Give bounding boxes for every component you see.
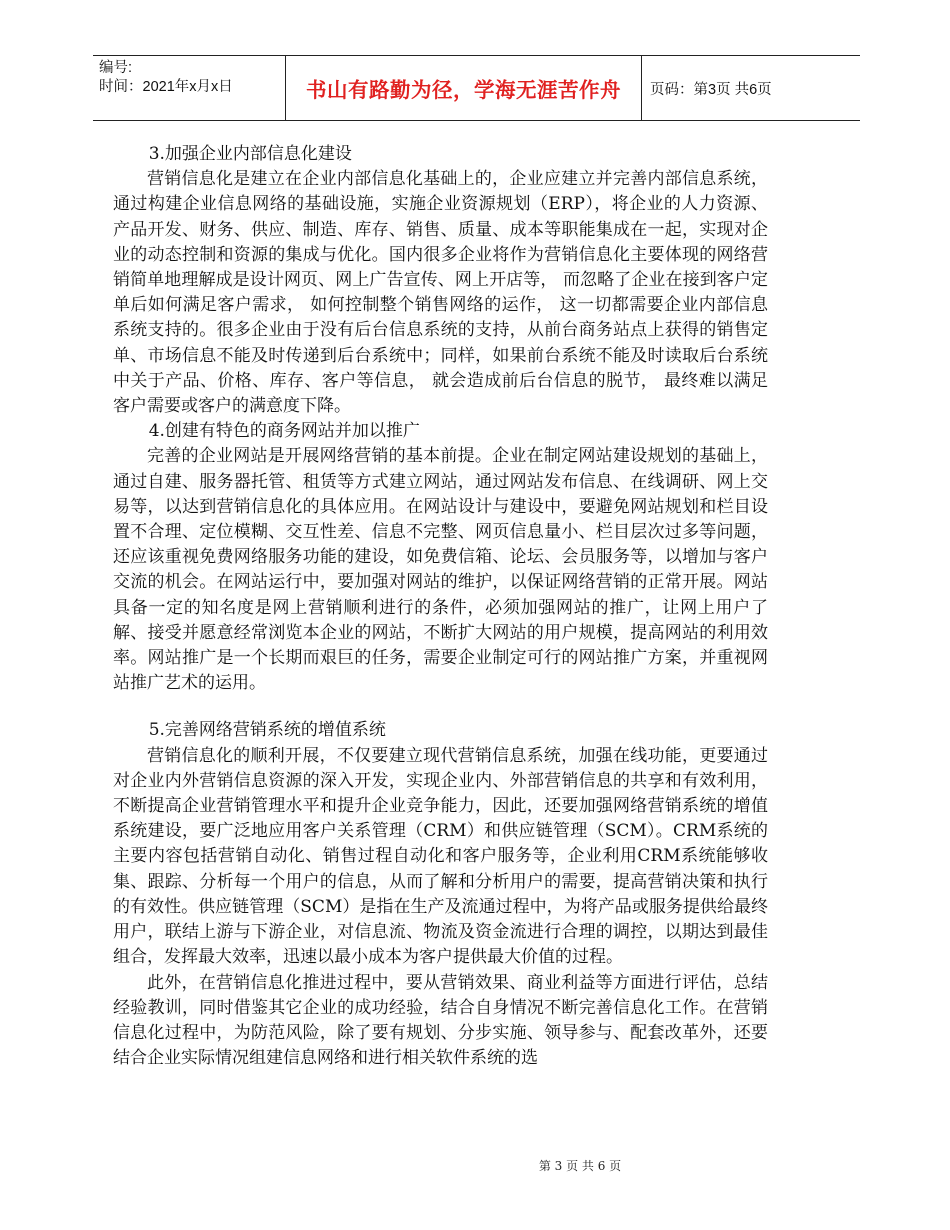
time-label: 时间：2021年x月x日 (99, 79, 233, 95)
document-body (113, 142, 768, 1071)
section-5-paragraph-2: 此外，在营销信息化推进过程中，要从营销效果、商业利益等方面进行评估，总结经验教训，同时借鉴其它企业的成功经验，结合自身情况不断完善信息化工作。在营销信息化过程中，为防范风险，除了要有规划、分步实施、领导参与、配套改革外，还要结合企业实际情况组建信息网络和进行相关软件系统的选 (113, 972, 768, 1069)
section-3-paragraph: 营销信息化是建立在企业内部信息化基础上的，企业应建立并完善内部信息系统，通过构建企业信息网络的基础设施，实施企业资源规划（ERP），将企业的人力资源、产品开发、财务、供应、制造、库存、销售、质量、成本等职能集成在一起，实现对企业的动态控制和资源的集成与优化。国内很多企业将作为营销信息化主要体现的网络营销简单地理解成是设计网页、网上广告宣传、网上开店等， 而忽略了企业在接到客户定单后如何满足客户需求， 如何控制整个销售网络的运作， 这一切都需要企业内部信息系统支持的。很多企业由于没有后台信息系统的支持，从前台商务站点上获得的销售定单、市场信息不能及时传递到后台系统中；同样，如果前台系统不能及时读取后台系统中关于产品、价格、库存、客户等信息， 就会造成前后台信息的脱节， 最终难以满足客户需要或客户的满意度下降。 (113, 169, 768, 417)
section-3-heading: 3.加强企业内部信息化建设 (148, 144, 352, 164)
page-header (93, 55, 860, 121)
section-4-paragraph: 完善的企业网站是开展网络营销的基本前提。企业在制定网站建设规划的基础上，通过自建、服务器托管、租赁等方式建立网站，通过网站发布信息、在线调研、网上交易等，以达到营销信息化的具体应用。在网站设计与建设中，要避免网站规划和栏目设置不合理、定位模糊、交互性差、信息不完整、网页信息量小、栏目层次过多等问题，还应该重视免费网络服务功能的建设，如免费信箱、论坛、会员服务等，以增加与客户交流的机会。在网站运行中，要加强对网站的维护，以保证网络营销的正常开展。网站具备一定的知名度是网上营销顺利进行的条件，必须加强网站的推广，让网上用户了解、接受并愿意经常浏览本企业的网站，不断扩大网站的用户规模，提高网站的利用效率。网站推广是一个长期而艰巨的任务，需要企业制定可行的网站推广方案，并重视网站推广艺术的运用。 (113, 446, 768, 694)
number-label: 编号: (99, 60, 133, 76)
header-page-info: 页码：第3页 共6页 (650, 81, 772, 98)
section-5-heading: 5.完善网络营销系统的增值系统 (148, 720, 386, 741)
header-motto: 书山有路勤为径，学海无涯苦作舟 (286, 56, 642, 120)
section-spacer (113, 696, 768, 718)
header-meta (93, 56, 286, 120)
section-5-paragraph-1: 营销信息化的顺利开展，不仅要建立现代营销信息系统，加强在线功能，更要通过对企业内外营销信息资源的深入开发，实现企业内、外部营销信息的共享和有效利用，不断提高企业营销管理水平和提升企业竞争能力，因此，还要加强网络营销系统的增值系统建设，要广泛地应用客户关系管理（CRM）和供应链管理（SCM）。CRM系统的主要内容包括营销自动化、销售过程自动化和客户服务等，企业利用CRM系统能够收集、跟踪、分析每一个用户的信息，从而了解和分析用户的需要，提高营销决策和执行的有效性。供应链管理（SCM）是指在生产及流通过程中，为将产品或服务提供给最终用户，联结上游与下游企业，对信息流、物流及资金流进行合理的调控，以期达到最佳组合，发挥最大效率，迅速以最小成本为客户提供最大价值的过程。 (113, 745, 768, 968)
page-footer: 第 3 页 共 6 页 (538, 1159, 622, 1173)
section-4-heading: 4.创建有特色的商务网站并加以推广 (148, 421, 420, 442)
